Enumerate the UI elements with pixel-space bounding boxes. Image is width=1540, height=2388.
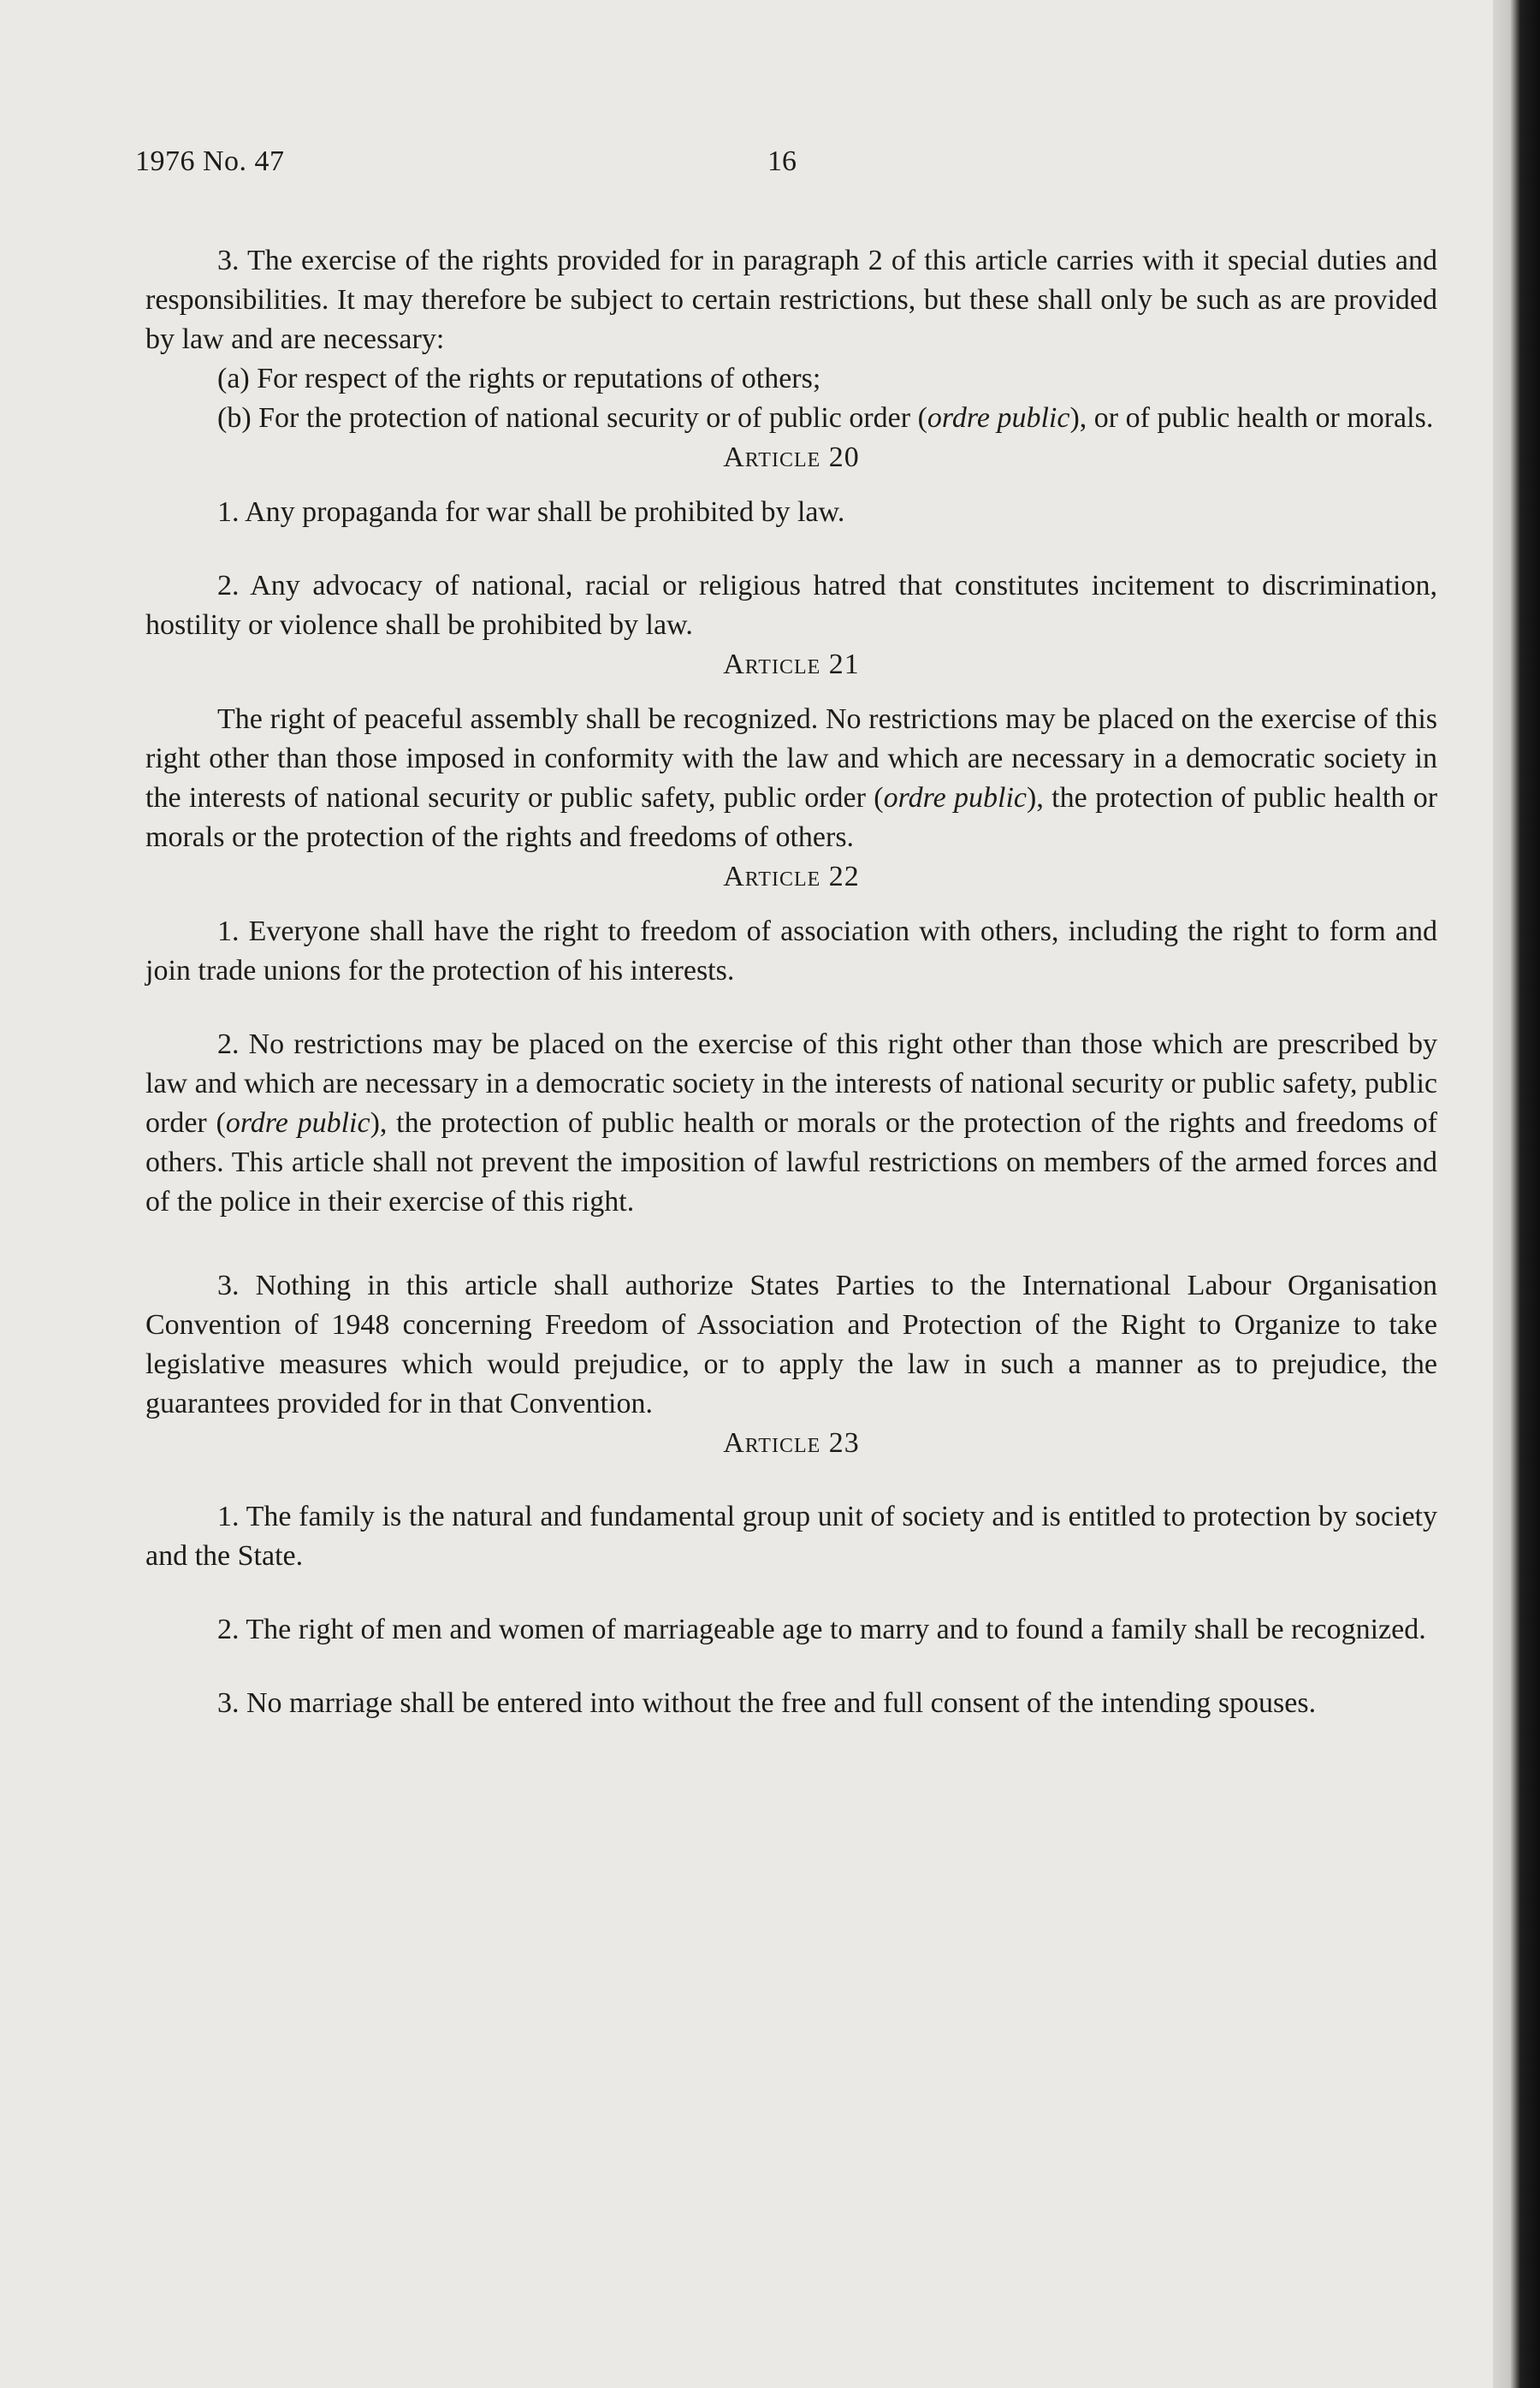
article-22-heading: Article 22 — [723, 861, 860, 892]
article-21-heading: Article 21 — [723, 649, 860, 680]
running-head: 1976 No. 47 — [135, 145, 285, 177]
article-22-paragraph-2: 2. No restrictions may be placed on the exercise of this right other than those which are prescribed by law and which are necessary in a democratic society in the interests of national security or public safety, public order (ordre public), the protection of public health or morals or the protection of the rights and freedoms of others. This article shall not prevent the imposition of lawful restrictions on members of the armed forces and of the police in their exercise of this right. — [145, 1028, 1438, 1218]
article-22-paragraph-1: 1. Everyone shall have the right to freedom of association with others, including the right to form and join trade unions for the protection of his interests. — [145, 915, 1437, 987]
article-21-paragraph: The right of peaceful assembly shall be recognized. No restrictions may be placed on the exercise of this right other than those imposed in conformity with the law and which are necessary in a democratic society in the interests of national security or public safety, public order (ordre public), the protection of public health or morals or the protection of the rights and freedoms of others. — [145, 703, 1438, 853]
article-20-heading: Article 20 — [723, 441, 860, 473]
article-23-paragraph-2: 2. The right of men and women of marriageable age to marry and to found a family shall be recognized. — [217, 1614, 1426, 1645]
article-23-heading: Article 23 — [723, 1427, 860, 1459]
article-19-paragraph-3: 3. The exercise of the rights provided for in paragraph 2 of this article carries with it special duties and responsibilities. It may therefore be subject to certain restrictions, but these shall only be such as are provided by law and are necessary: — [145, 245, 1437, 355]
article-20-paragraph-2: 2. Any advocacy of national, racial or religious hatred that constitutes incitement to discrimination, hostility or violence shall be prohibited by law. — [145, 570, 1437, 641]
article-23-paragraph-1: 1. The family is the natural and fundamental group unit of society and is entitled to protection by society and the State. — [145, 1501, 1437, 1572]
article-22-paragraph-3: 3. Nothing in this article shall authorize States Parties to the International Labour Organisation Convention of 1948 concerning Freedom of Association and Protection of the Right to Organize to take legislative measures which would prejudice, or to apply the law in such a manner as to prejudice, the guarantees provided for in that Convention. — [145, 1270, 1437, 1419]
book-spine-edge — [1493, 0, 1540, 2388]
page-number: 16 — [767, 145, 797, 177]
page-body — [145, 241, 1437, 1723]
article-23-paragraph-3: 3. No marriage shall be entered into without the free and full consent of the intending spouses. — [217, 1687, 1317, 1719]
article-19-item-b: (b) For the protection of national security or of public order (ordre public), or of public health or morals. — [217, 402, 1434, 434]
article-20-paragraph-1: 1. Any propaganda for war shall be prohibited by law. — [217, 496, 845, 528]
article-19-item-a: (a) For respect of the rights or reputations of others; — [217, 363, 821, 394]
